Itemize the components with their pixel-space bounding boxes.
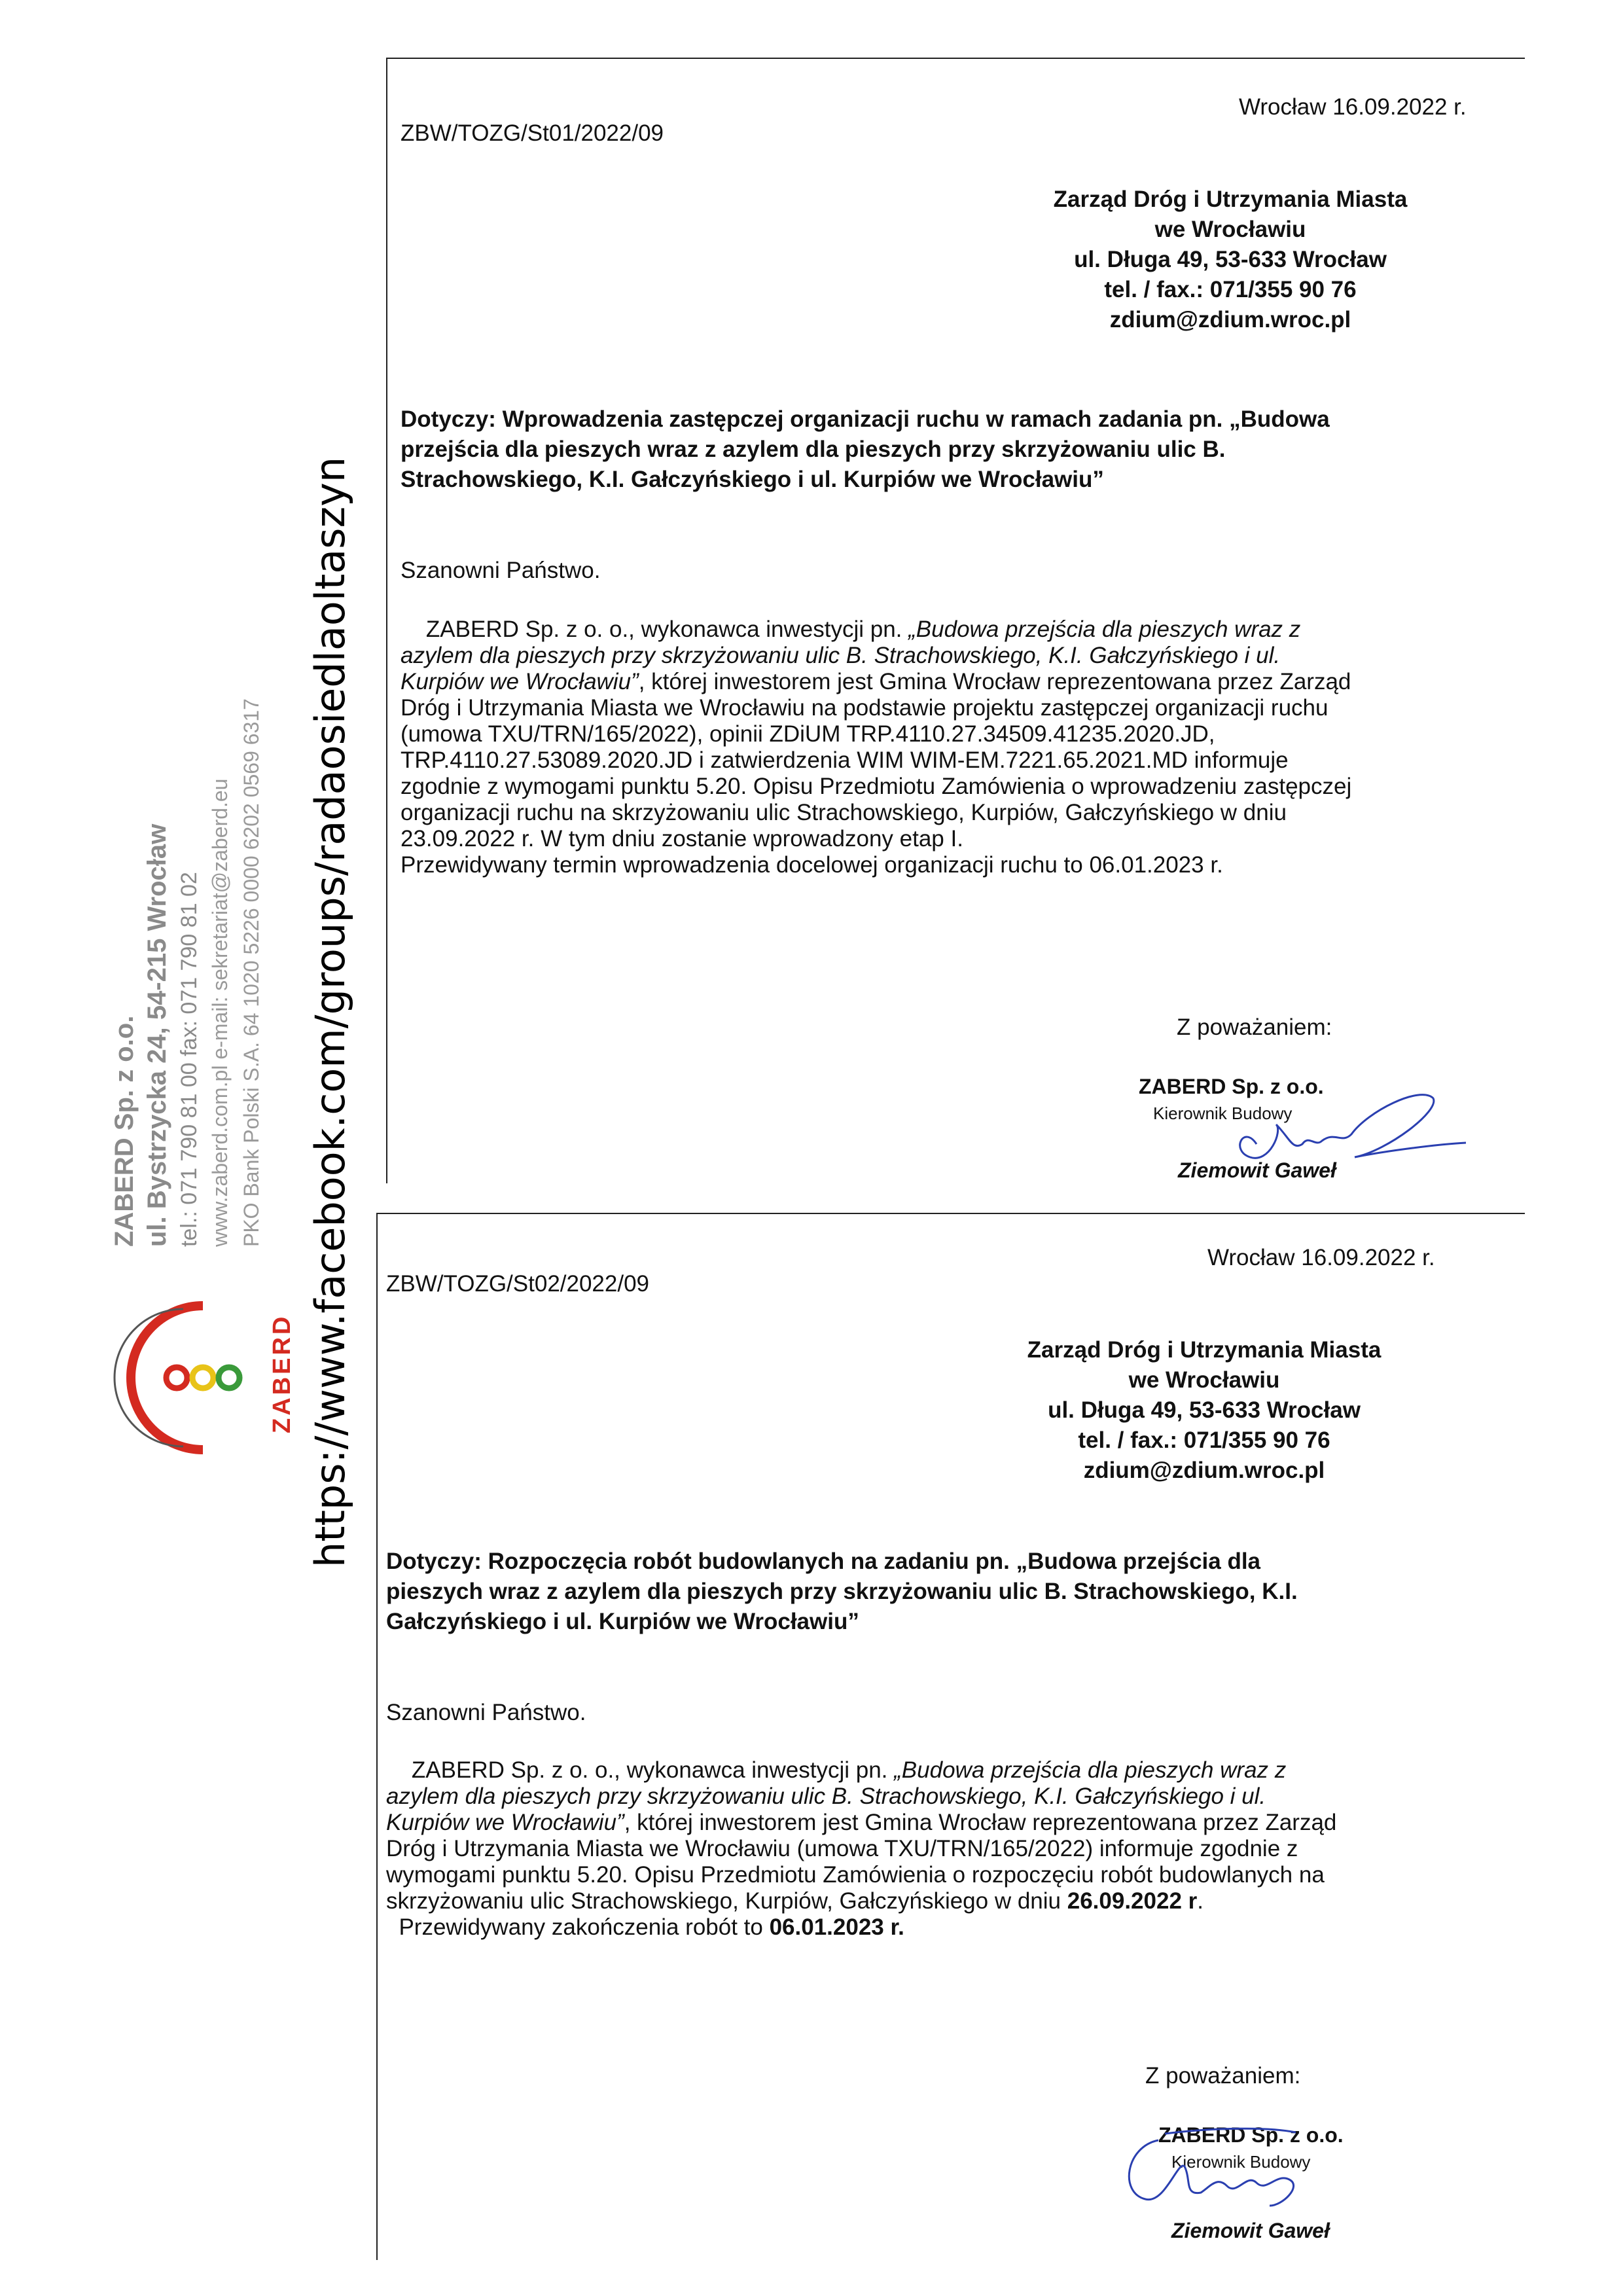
start-date: 26.09.2022 r	[1067, 1888, 1198, 1914]
recipient-line: we Wrocławiu	[1128, 1367, 1280, 1393]
recipient-line: Zarząd Dróg i Utrzymania Miasta	[1053, 187, 1408, 212]
letter1-body	[401, 617, 1351, 878]
body-italic: „Budowa przejścia dla pieszych wraz z	[908, 617, 1301, 642]
letter2-closing: Z poważaniem:	[1145, 2063, 1301, 2089]
sidebar-address: ul. Bystrzycka 24, 54-215 Wrocław	[143, 823, 171, 1247]
signature-1	[1126, 1072, 1466, 1203]
body-line	[401, 669, 1351, 695]
letter-separator-rule	[376, 1213, 1525, 1214]
body-line: zgodnie z wymogami punktu 5.20. Opisu Przedmiotu Zamówienia o wprowadzeniu zastępczej	[401, 774, 1352, 799]
recipient-line: tel. / fax.: 071/355 90 76	[1104, 277, 1357, 302]
letter2-greeting: Szanowni Państwo.	[386, 1700, 586, 1725]
zaberd-logo	[105, 1283, 262, 1473]
body-line	[386, 1810, 1336, 1836]
recipient-line: ul. Długa 49, 53-633 Wrocław	[1074, 247, 1387, 272]
body-line: organizacji ruchu na skrzyżowaniu ulic Strachowskiego, Kurpiów, Gałczyńskiego w dniu	[401, 800, 1287, 825]
stamp-name: Ziemowit Gaweł	[1171, 2219, 1330, 2242]
logo-text: ZABERD	[268, 1314, 296, 1433]
recipient-line: we Wrocławiu	[1154, 217, 1306, 242]
end-date: 06.01.2023 r.	[769, 1914, 904, 1940]
subject-line: Dotyczy: Rozpoczęcia robót budowlanych na zadaniu pn. „Budowa przejścia dla	[386, 1549, 1261, 1574]
facebook-link[interactable]: https://www.facebook.com/groups/radaosiedlaoltaszyn	[306, 456, 354, 1568]
letter2-date: Wrocław 16.09.2022 r.	[1207, 1245, 1435, 1270]
subject-line: Gałczyńskiego i ul. Kurpiów we Wrocławiu”	[386, 1609, 859, 1634]
stamp-role: Kierownik Budowy	[1153, 1103, 1293, 1123]
sidebar-company-name: ZABERD Sp. z o.o.	[110, 1015, 139, 1247]
stamp-company: ZABERD Sp. z o.o.	[1158, 2123, 1344, 2147]
letter2-recipient	[916, 1335, 1492, 1486]
letter1-subject	[401, 404, 1330, 495]
body-line	[386, 1888, 1336, 1914]
subject-line: przejścia dla pieszych wraz z azylem dla pieszych przy skrzyżowaniu ulic B.	[401, 437, 1226, 462]
body-italic: Kurpiów we Wrocławiu”	[401, 669, 639, 694]
body-line: azylem dla pieszych przy skrzyżowaniu ulic B. Strachowskiego, K.I. Gałczyńskiego i ul.	[401, 643, 1281, 668]
letter2-left-rule	[376, 1213, 378, 2260]
body-line: Przewidywany termin wprowadzenia docelowej organizacji ruchu to 06.01.2023 r.	[401, 852, 1223, 878]
body-line: (umowa TXU/TRN/165/2022), opinii ZDiUM TRP.4110.27.34509.41235.2020.JD,	[401, 721, 1215, 747]
body-text: , której inwestorem jest Gmina Wrocław reprezentowana przez Zarząd	[624, 1810, 1337, 1835]
letter2-stamp	[1086, 2121, 1427, 2265]
letter2-subject	[386, 1547, 1298, 1637]
recipient-line: zdium@zdium.wroc.pl	[1109, 307, 1351, 332]
stamp-role: Kierownik Budowy	[1171, 2152, 1311, 2172]
body-italic: „Budowa przejścia dla pieszych wraz z	[894, 1757, 1287, 1783]
logo-yellow-light	[192, 1367, 213, 1388]
recipient-line: zdium@zdium.wroc.pl	[1083, 1458, 1325, 1483]
body-text: skrzyżowaniu ulic Strachowskiego, Kurpiów, Gałczyńskiego w dniu	[386, 1888, 1067, 1914]
sidebar-phones: tel.: 071 790 81 00 fax: 071 790 81 02	[177, 872, 202, 1247]
body-line: azylem dla pieszych przy skrzyżowaniu ulic B. Strachowskiego, K.I. Gałczyńskiego i ul.	[386, 1784, 1266, 1809]
stamp-name: Ziemowit Gaweł	[1178, 1158, 1336, 1182]
end-prefix: Przewidywany zakończenia robót to	[399, 1914, 770, 1940]
subject-line: Dotyczy: Wprowadzenia zastępczej organizacji ruchu w ramach zadania pn. „Budowa	[401, 406, 1330, 432]
body-intro: ZABERD Sp. z o. o., wykonawca inwestycji pn.	[425, 617, 909, 642]
recipient-line: ul. Długa 49, 53-633 Wrocław	[1048, 1397, 1361, 1423]
letter1-date: Wrocław 16.09.2022 r.	[1239, 94, 1467, 120]
sidebar-web-email: www.zaberd.com.pl e-mail: sekretariat@zaberd.eu	[208, 778, 232, 1247]
body-text: .	[1197, 1888, 1204, 1914]
body-line: wymogami punktu 5.20. Opisu Przedmiotu Zamówienia o rozpoczęciu robót budowlanych na	[386, 1862, 1325, 1888]
letter1-greeting: Szanowni Państwo.	[401, 558, 601, 583]
letter1-top-rule	[386, 58, 1525, 59]
body-intro: ZABERD Sp. z o. o., wykonawca inwestycji pn.	[411, 1757, 895, 1783]
body-text: , której inwestorem jest Gmina Wrocław reprezentowana przez Zarząd	[638, 669, 1351, 694]
recipient-line: Zarząd Dróg i Utrzymania Miasta	[1027, 1337, 1382, 1363]
body-line: TRP.4110.27.53089.2020.JD i zatwierdzenia WIM WIM-EM.7221.65.2021.MD informuje	[401, 747, 1289, 773]
body-line	[386, 1757, 1336, 1784]
letter1-closing: Z poważaniem:	[1177, 1014, 1332, 1040]
body-line: 23.09.2022 r. W tym dniu zostanie wprowadzony etap I.	[401, 826, 963, 852]
subject-line: pieszych wraz z azylem dla pieszych przy skrzyżowaniu ulic B. Strachowskiego, K.I.	[386, 1579, 1298, 1604]
body-line: Dróg i Utrzymania Miasta we Wrocławiu (umowa TXU/TRN/165/2022) informuje zgodnie z	[386, 1836, 1298, 1861]
body-italic: Kurpiów we Wrocławiu”	[386, 1810, 624, 1835]
body-line: Dróg i Utrzymania Miasta we Wrocławiu na podstawie projektu zastępczej organizacji ruchu	[401, 695, 1329, 721]
letter1-reference: ZBW/TOZG/St01/2022/09	[401, 120, 664, 146]
logo-green-light	[219, 1367, 240, 1388]
recipient-line: tel. / fax.: 071/355 90 76	[1078, 1427, 1330, 1453]
letter1-recipient	[942, 185, 1518, 335]
subject-line: Strachowskiego, K.I. Gałczyńskiego i ul. Kurpiów we Wrocławiu”	[401, 467, 1104, 492]
logo-red-light	[166, 1367, 187, 1388]
body-line	[401, 617, 1351, 643]
signature-2	[1086, 2121, 1427, 2265]
sidebar-bank: PKO Bank Polski S.A. 64 1020 5226 0000 6202 0569 6317	[240, 698, 263, 1247]
letter2-body	[386, 1757, 1336, 1941]
letter1-left-rule	[386, 58, 387, 1183]
letter2-reference: ZBW/TOZG/St02/2022/09	[386, 1271, 650, 1297]
letter1-stamp	[1126, 1072, 1466, 1203]
body-line	[386, 1914, 1336, 1941]
stamp-company: ZABERD Sp. z o.o.	[1139, 1075, 1324, 1098]
